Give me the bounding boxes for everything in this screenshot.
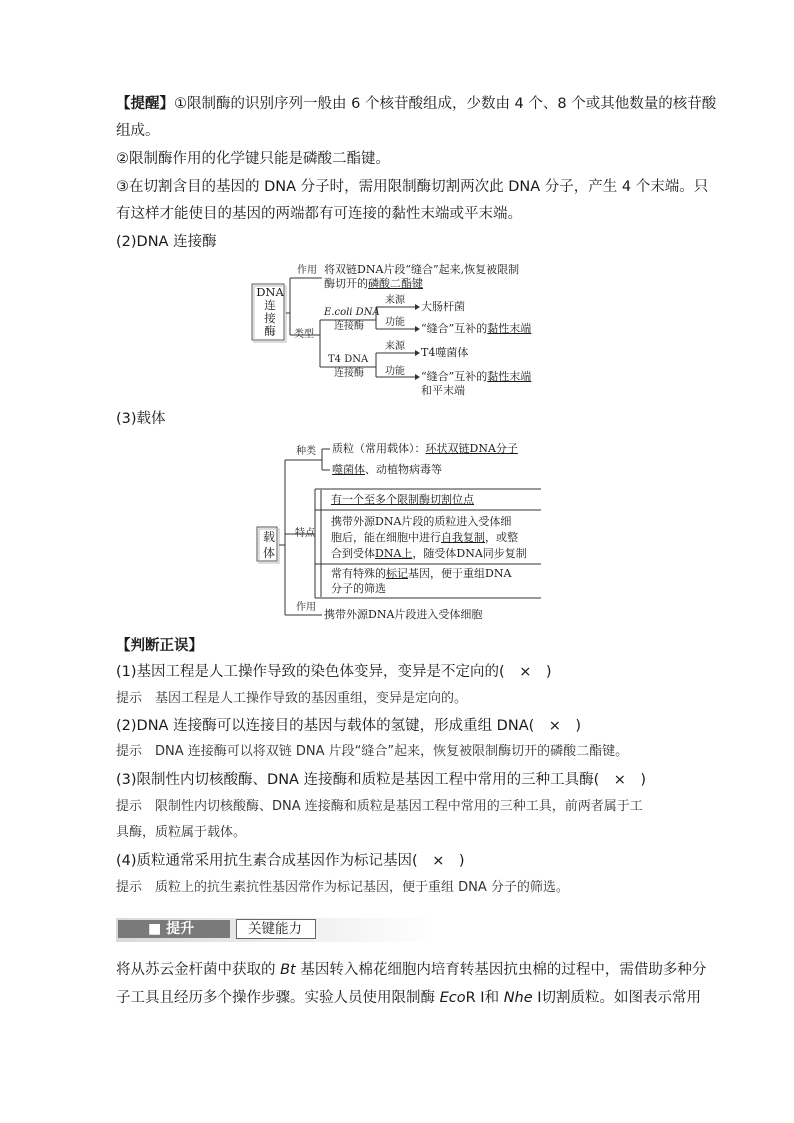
text-underline: 环状双链DNA分子 xyxy=(425,442,518,455)
tip-text-1: ①限制酶的识别序列一般由 6 个核苷酸组成，少数由 4 个、8 个或其他数量的核苷酸 xyxy=(174,96,717,112)
tip-line-3b: 有这样才能使目的基因的两端都有可连接的黏性末端或平末端。 xyxy=(116,206,522,222)
text-underline: 黏性末端 xyxy=(487,322,532,335)
text-underline: 有一个至多个限制酶切割位点 xyxy=(331,493,474,506)
vector-use-label: 作用 xyxy=(296,602,316,613)
vector-feature-2-line-2 xyxy=(331,531,518,545)
text-plain: Ⅰ切割质粒。如图表示常用 xyxy=(532,990,702,1006)
text-underline: 自我复制 xyxy=(441,531,485,544)
root-char: 接 xyxy=(264,311,276,325)
root-char: 酶 xyxy=(264,324,276,338)
judge-a3b: 具酶，质粒属于载体。 xyxy=(116,825,247,840)
vector-features-label: 特点 xyxy=(295,528,315,539)
vector-kinds-label: 种类 xyxy=(296,446,316,457)
text-plain: 基因，便于重组DNA xyxy=(408,567,512,580)
text-plain: ，或整 xyxy=(485,531,518,544)
judge-a1: 提示 基因工程是人工操作导致的基因重组，变异是定向的。 xyxy=(116,691,468,706)
judge-title: 【判断正误】 xyxy=(116,638,203,654)
text-plain: 将从苏云金杆菌中获取的 xyxy=(116,962,281,978)
judge-q2: (2)DNA 连接酶可以连接目的基因与载体的氢键，形成重组 DNA( × ) xyxy=(116,718,582,734)
text-plain: “缝合”互补的 xyxy=(421,322,488,335)
text-underline: 磷酸二酯键 xyxy=(368,277,423,290)
text-plain: 子工具且经历多个操作步骤。实验人员使用限制酶 xyxy=(116,990,440,1006)
ligase-function-label: 作用 xyxy=(297,265,317,276)
root-char: 连 xyxy=(264,298,276,312)
text-italic: Eco xyxy=(439,990,466,1006)
vector-use-text: 携带外源DNA片段进入受体细胞 xyxy=(324,608,483,621)
judge-q1: (1)基因工程是人工操作导致的染色体变异，变异是不定向的( × ) xyxy=(116,664,552,680)
vector-feature-2-line-3 xyxy=(331,547,527,561)
ecoli-ligase-name-1: E.coli DNA xyxy=(324,307,380,318)
vector-feature-2-line-1: 携带外源DNA片段的质粒进入受体细 xyxy=(331,515,512,528)
t4-function-2: 和平末端 xyxy=(421,384,465,397)
text-plain: 质粒（常用载体）： xyxy=(332,442,426,455)
text-italic: Bt xyxy=(280,962,296,978)
text-plain: R Ⅰ和 xyxy=(465,990,504,1006)
root-char: 载 xyxy=(262,530,275,544)
root-char: DNA xyxy=(256,285,284,299)
ecoli-source-label: 来源 xyxy=(385,295,405,306)
text-underline: DNA上 xyxy=(375,547,413,560)
t4-function-label: 功能 xyxy=(385,366,405,377)
judge-q4: (4)质粒通常采用抗生素合成基因作为标记基因( × ) xyxy=(116,853,465,869)
vector-kind-2 xyxy=(332,463,442,477)
text-plain: ，随受体DNA同步复制 xyxy=(412,547,527,560)
text-plain: 基因转入棉花细胞内培育转基因抗虫棉的过程中，需借助多种分 xyxy=(295,962,707,978)
root-char: 体 xyxy=(262,546,275,560)
text-plain: 酶切开的 xyxy=(324,277,368,290)
t4-ligase-name-2: 连接酶 xyxy=(334,368,364,379)
ligase-type-label: 类型 xyxy=(294,329,314,340)
text-underline: 标记 xyxy=(386,567,408,580)
vector-root-box xyxy=(259,529,279,561)
judge-q3: (3)限制性内切核酸酶、DNA 连接酶和质粒是基因工程中常用的三种工具酶( × ) xyxy=(116,772,647,788)
t4-source-label: 来源 xyxy=(385,341,405,352)
text-underline: 黏性末端 xyxy=(487,370,532,383)
ecoli-ligase-name-2: 连接酶 xyxy=(334,321,364,332)
vector-feature-3-line-1 xyxy=(331,567,511,581)
banner-tag: ■ 提升 xyxy=(148,921,195,937)
judge-a2: 提示 DNA 连接酶可以将双链 DNA 片段“缝合”起来，恢复被限制酶切开的磷酸二酯键。 xyxy=(116,744,629,759)
text-plain: “缝合”互补的 xyxy=(421,370,488,383)
tip-label: 【提醒】 xyxy=(116,96,174,112)
section-3-title: (3)载体 xyxy=(116,411,166,427)
judge-a3: 提示 限制性内切核酸酶、DNA 连接酶和质粒是基因工程中常用的三种工具，前两者属于工 xyxy=(116,799,643,814)
text-plain: 胞后，能在细胞中进行 xyxy=(331,531,441,544)
tip-line-1b: 组成。 xyxy=(116,123,160,139)
tip-line-2: ②限制酶作用的化学键只能是磷酸二酯键。 xyxy=(116,151,390,167)
para-line-1 xyxy=(116,960,706,980)
t4-ligase-name-1: T4 DNA xyxy=(328,354,369,365)
tip-line-3: ③在切割含目的基因的 DNA 分子时，需用限制酶切割两次此 DNA 分子，产生 4 个末端。只 xyxy=(116,179,709,195)
text-plain: 、动植物病毒等 xyxy=(365,463,442,476)
ecoli-source: 大肠杆菌 xyxy=(421,300,465,313)
text-underline: 噬菌体 xyxy=(332,463,365,476)
vector-feature-3-line-2: 分子的筛选 xyxy=(331,582,386,595)
judge-a4: 提示 质粒上的抗生素抗性基因常作为标记基因，便于重组 DNA 分子的筛选。 xyxy=(116,880,569,895)
ligase-function-text-1: 将双链DNA片段“缝合”起来,恢复被限制 xyxy=(324,263,520,276)
vector-feature-1 xyxy=(331,493,474,507)
para-line-2 xyxy=(116,988,701,1008)
t4-source: T4噬菌体 xyxy=(421,346,469,359)
text-italic: Nhe xyxy=(503,990,533,1006)
vector-kind-1 xyxy=(332,442,518,456)
text-plain: 常有特殊的 xyxy=(331,567,386,580)
section-2-title: (2)DNA 连接酶 xyxy=(116,234,217,250)
banner-title: 关键能力 xyxy=(248,921,302,937)
ecoli-function-label: 功能 xyxy=(385,317,405,328)
text-plain: 合到受体 xyxy=(331,547,375,560)
